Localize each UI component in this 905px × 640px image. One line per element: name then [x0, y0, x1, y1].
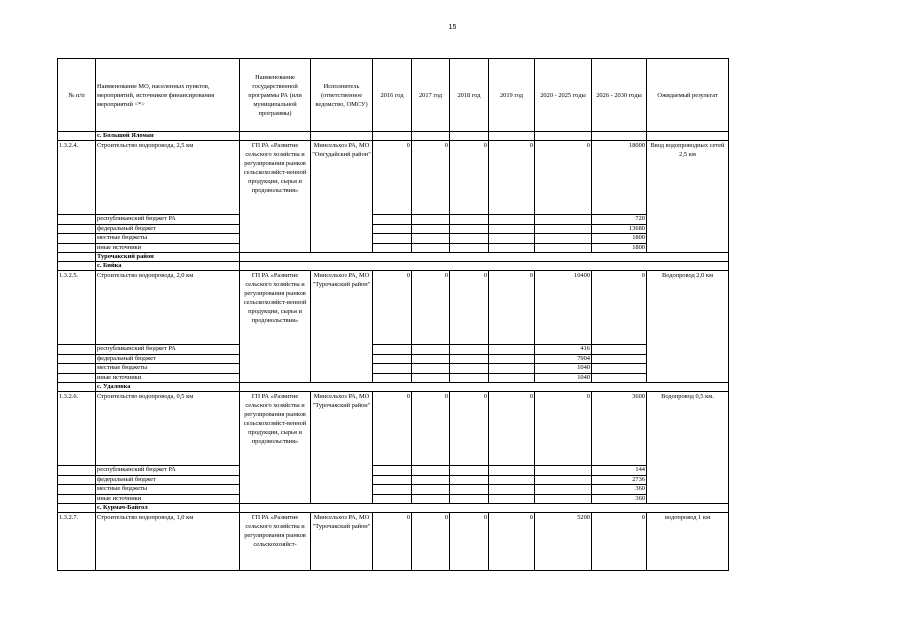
- row-program: ГП РА «Развитие сельского хозяйства и регулирования рынков сельскохозяйст-венной продукции, сырья и продовольствия»: [240, 271, 311, 383]
- value-2019: 0: [489, 271, 535, 345]
- value-2017: 0: [412, 271, 450, 345]
- value-2020-2025: 0: [535, 141, 592, 215]
- source-value: 7904: [535, 354, 592, 364]
- value-2026-2030: 3600: [592, 392, 647, 466]
- value-2026-2030: 0: [592, 271, 647, 345]
- source-row: [58, 364, 729, 374]
- source-row: [58, 234, 729, 244]
- source-row: [58, 243, 729, 253]
- table-row: [58, 392, 729, 466]
- location-row: [58, 132, 729, 141]
- header-2020-2025: 2020 - 2025 годы: [535, 59, 592, 132]
- source-value: 13680: [592, 224, 647, 234]
- value-2020-2025: 10400: [535, 271, 592, 345]
- header-2026-2030: 2026 - 2030 годы: [592, 59, 647, 132]
- source-value: 144: [592, 466, 647, 476]
- header-2018: 2018 год: [450, 59, 489, 132]
- header-program: Наименование государственной программы РА (или муниципальной программы): [240, 59, 311, 132]
- value-2016: 0: [373, 392, 412, 466]
- location-label: с. Курмач-Байгол: [96, 504, 240, 513]
- row-executor: Минсельхоз РА, МО "Турочакский район": [311, 513, 373, 571]
- row-executor: Минсельхоз РА, МО "Турочакский район": [311, 392, 373, 504]
- value-2026-2030: 0: [592, 513, 647, 571]
- header-num: № п/п: [58, 59, 96, 132]
- row-result: Водопровод 0,5 км.: [647, 392, 729, 504]
- value-2016: 0: [373, 513, 412, 571]
- source-value: 1040: [535, 373, 592, 383]
- program-table: [57, 58, 729, 571]
- row-program: ГП РА «Развитие сельского хозяйства и регулирования рынков сельскохозяйст-венной продукции, сырья и продовольствия»: [240, 141, 311, 253]
- district-label: Турочакский район: [96, 253, 240, 262]
- source-label: местные бюджеты: [96, 485, 240, 495]
- location-row: [58, 262, 729, 271]
- value-2026-2030: 18000: [592, 141, 647, 215]
- value-2019: 0: [489, 392, 535, 466]
- source-value: 1800: [592, 243, 647, 253]
- source-row: [58, 215, 729, 225]
- value-2017: 0: [412, 392, 450, 466]
- value-2020-2025: 5200: [535, 513, 592, 571]
- header-executor: Исполнитель (ответственное ведомство, ОМСУ): [311, 59, 373, 132]
- header-result: Ожидаемый результат: [647, 59, 729, 132]
- table-row: [58, 271, 729, 345]
- header-2016: 2016 год: [373, 59, 412, 132]
- source-label: иные источники: [96, 494, 240, 504]
- location-label: с. Большой Яломан: [96, 132, 240, 141]
- value-2017: 0: [412, 141, 450, 215]
- row-name: Строительство водопровода, 2,0 км: [96, 271, 240, 345]
- row-name: Строительство водопровода, 2,5 км: [96, 141, 240, 215]
- row-name: Строительство водопровода, 0,5 км: [96, 392, 240, 466]
- row-program: ГП РА «Развитие сельского хозяйства и регулирования рынков сельскохозяйст-венной продукции, сырья и продовольствия»: [240, 392, 311, 504]
- row-result: Водопровод 2,0 км: [647, 271, 729, 383]
- source-row: [58, 466, 729, 476]
- value-2019: 0: [489, 513, 535, 571]
- row-program: ГП РА «Развитие сельского хозяйства и регулирования рынков сельскохозяйст-: [240, 513, 311, 571]
- header-name: Наименование МО, населенных пунктов, мероприятий, источников финансирования мероприятий <*>: [96, 59, 240, 132]
- source-label: республиканский бюджет РА: [96, 345, 240, 355]
- value-2018: 0: [450, 392, 489, 466]
- table-row: [58, 141, 729, 215]
- value-2018: 0: [450, 513, 489, 571]
- value-2019: 0: [489, 141, 535, 215]
- location-row: [58, 383, 729, 392]
- location-row: [58, 504, 729, 513]
- header-row: [58, 59, 729, 132]
- value-2016: 0: [373, 141, 412, 215]
- source-value: 416: [535, 345, 592, 355]
- source-label: федеральный бюджет: [96, 475, 240, 485]
- source-label: республиканский бюджет РА: [96, 466, 240, 476]
- source-label: иные источники: [96, 243, 240, 253]
- source-label: республиканский бюджет РА: [96, 215, 240, 225]
- source-value: 360: [592, 494, 647, 504]
- source-label: федеральный бюджет: [96, 224, 240, 234]
- district-row: [58, 253, 729, 262]
- source-value: 720: [592, 215, 647, 225]
- location-label: с. Удаловка: [96, 383, 240, 392]
- header-2019: 2019 год: [489, 59, 535, 132]
- source-row: [58, 373, 729, 383]
- value-2018: 0: [450, 141, 489, 215]
- value-2018: 0: [450, 271, 489, 345]
- table-row: [58, 513, 729, 571]
- source-value: 1800: [592, 234, 647, 244]
- row-result: водопровод 1 км: [647, 513, 729, 571]
- source-label: местные бюджеты: [96, 234, 240, 244]
- value-2020-2025: 0: [535, 392, 592, 466]
- value-2016: 0: [373, 271, 412, 345]
- row-executor: Минсельхоз РА, МО "Онгудайский район": [311, 141, 373, 253]
- source-value: 2736: [592, 475, 647, 485]
- source-row: [58, 485, 729, 495]
- row-name: Строительство водопровода, 1,0 км: [96, 513, 240, 571]
- source-label: местные бюджеты: [96, 364, 240, 374]
- row-executor: Минсельхоз РА, МО "Турочакский район": [311, 271, 373, 383]
- location-label: с. Бийка: [96, 262, 240, 271]
- page-number: 15: [448, 24, 457, 31]
- source-value: 1040: [535, 364, 592, 374]
- row-num: 1.3.2.4.: [58, 141, 96, 215]
- source-label: иные источники: [96, 373, 240, 383]
- source-row: [58, 475, 729, 485]
- row-num: 1.3.2.7.: [58, 513, 96, 571]
- row-num: 1.3.2.5.: [58, 271, 96, 345]
- header-2017: 2017 год: [412, 59, 450, 132]
- source-row: [58, 224, 729, 234]
- source-row: [58, 354, 729, 364]
- source-row: [58, 494, 729, 504]
- value-2017: 0: [412, 513, 450, 571]
- source-row: [58, 345, 729, 355]
- source-label: федеральный бюджет: [96, 354, 240, 364]
- source-value: 360: [592, 485, 647, 495]
- row-result: Ввод водопроводных сетей 2,5 км: [647, 141, 729, 253]
- row-num: 1.3.2.6.: [58, 392, 96, 466]
